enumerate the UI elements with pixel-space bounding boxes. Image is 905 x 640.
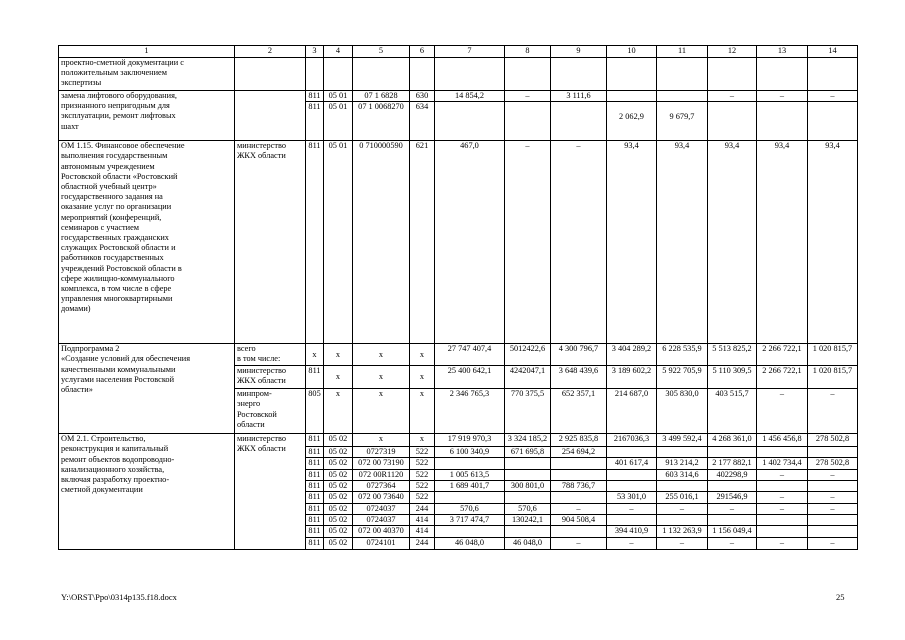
col-header: 6 <box>410 46 435 58</box>
cell: – <box>757 492 808 504</box>
cell: 305 830,0 <box>657 389 708 434</box>
cell: 14 854,2 <box>435 91 505 102</box>
cell: 53 301,0 <box>607 492 657 504</box>
cell: 2 925 835,8 <box>551 434 607 447</box>
cell: 414 <box>410 526 435 538</box>
cell: – <box>657 504 708 515</box>
cell: 1 020 815,7 <box>808 366 858 389</box>
cell: – <box>708 91 757 102</box>
cell: 05 02 <box>324 492 353 504</box>
cell: х <box>353 366 410 389</box>
cell: – <box>757 389 808 434</box>
cell: 3 717 474,7 <box>435 515 505 526</box>
col-header: 8 <box>505 46 551 58</box>
cell: – <box>757 538 808 550</box>
table-row <box>59 434 858 447</box>
cell: 05 01 <box>324 102 353 141</box>
cell: – <box>657 538 708 550</box>
cell: 130242,1 <box>505 515 551 526</box>
cell: 072 00 40370 <box>353 526 410 538</box>
cell: 805 <box>306 389 324 434</box>
cell: х <box>410 434 435 447</box>
cell: 811 <box>306 434 324 447</box>
cell: – <box>757 504 808 515</box>
cell: – <box>607 504 657 515</box>
cell: 5 513 825,2 <box>708 344 757 366</box>
cell: 3 648 439,6 <box>551 366 607 389</box>
cell: – <box>505 91 551 102</box>
cell: 2 346 765,3 <box>435 389 505 434</box>
cell: 634 <box>410 102 435 141</box>
cell: 278 502,8 <box>808 434 858 447</box>
cell: х <box>324 344 353 366</box>
cell: 5012422,6 <box>505 344 551 366</box>
col-header: 1 <box>59 46 235 58</box>
cell: х <box>410 389 435 434</box>
cell: 811 <box>306 469 324 480</box>
cell: 072 00R1120 <box>353 469 410 480</box>
cell: – <box>708 504 757 515</box>
cell: 603 314,6 <box>657 469 708 480</box>
cell: 05 01 <box>324 141 353 344</box>
cell: 0724101 <box>353 538 410 550</box>
cell: 300 801,0 <box>505 480 551 491</box>
cell: 811 <box>306 538 324 550</box>
cell: х <box>353 434 410 447</box>
cell: 811 <box>306 526 324 538</box>
row-description: ОМ 2.1. Строительство, реконструкция и капитальный ремонт объектов водопроводно- канализационного хозяйства, включая разработку проектно- сметной документации <box>59 434 235 550</box>
cell: 3 111,6 <box>551 91 607 102</box>
cell: – <box>551 504 607 515</box>
responsible-executor: минпром- энерго Ростовской области <box>235 389 306 434</box>
row-description: замена лифтового оборудования, признанного непригодным для эксплуатации, ремонт лифтовых шахт <box>59 91 235 141</box>
cell: 05 02 <box>324 538 353 550</box>
cell: 17 919 970,3 <box>435 434 505 447</box>
cell: 05 02 <box>324 515 353 526</box>
cell: 05 01 <box>324 91 353 102</box>
program-table <box>58 45 858 550</box>
cell: – <box>757 91 808 102</box>
col-header: 13 <box>757 46 808 58</box>
cell: 811 <box>306 447 324 458</box>
col-header: 7 <box>435 46 505 58</box>
cell: 0727319 <box>353 447 410 458</box>
cell: 522 <box>410 480 435 491</box>
col-header: 4 <box>324 46 353 58</box>
col-header: 9 <box>551 46 607 58</box>
cell: – <box>808 538 858 550</box>
cell: 0724037 <box>353 504 410 515</box>
cell: 2 266 722,1 <box>757 366 808 389</box>
cell: 403 515,7 <box>708 389 757 434</box>
cell: 93,4 <box>757 141 808 344</box>
cell: 05 02 <box>324 469 353 480</box>
cell: 072 00 73190 <box>353 458 410 469</box>
cell: 2 062,9 <box>607 102 657 141</box>
cell: 93,4 <box>708 141 757 344</box>
cell: – <box>551 141 607 344</box>
cell: 522 <box>410 447 435 458</box>
cell: 811 <box>306 504 324 515</box>
cell: 1 020 815,7 <box>808 344 858 366</box>
cell: – <box>808 91 858 102</box>
cell: – <box>505 141 551 344</box>
cell: 811 <box>306 515 324 526</box>
cell: 1 456 456,8 <box>757 434 808 447</box>
cell: 671 695,8 <box>505 447 551 458</box>
cell: 652 357,1 <box>551 389 607 434</box>
row-description: ОМ 1.15. Финансовое обеспечение выполнения государственным автономным учреждением Ростовской области «Ростовский областной учебный центр» государственного задания на оказание услуг по организации мероприятий (конференций, семинаров с участием государственных гражданских служащих Ростовской области и работников государственных учреждений Ростовской области в сфере жилищно-коммунального комплекса, в том числе в сфере управления многоквартирными домами) <box>59 141 235 344</box>
cell: 3 324 185,2 <box>505 434 551 447</box>
cell: 25 400 642,1 <box>435 366 505 389</box>
responsible-executor: министерство ЖКХ области <box>235 434 306 550</box>
col-header: 11 <box>657 46 708 58</box>
cell: 4 300 796,7 <box>551 344 607 366</box>
cell: 811 <box>306 141 324 344</box>
cell: 0727364 <box>353 480 410 491</box>
cell: х <box>353 389 410 434</box>
cell: – <box>808 389 858 434</box>
col-header: 5 <box>353 46 410 58</box>
col-header: 14 <box>808 46 858 58</box>
cell: 46 048,0 <box>505 538 551 550</box>
cell: 811 <box>306 366 324 389</box>
cell: 05 02 <box>324 434 353 447</box>
cell: 0724037 <box>353 515 410 526</box>
responsible-executor: всего в том числе: <box>235 344 306 366</box>
document-path: Y:\ORST\Ppo\0314p135.f18.docx <box>61 592 177 602</box>
cell: х <box>324 366 353 389</box>
cell: 2 177 882,1 <box>708 458 757 469</box>
cell: 6 228 535,9 <box>657 344 708 366</box>
cell: 394 410,9 <box>607 526 657 538</box>
cell: 05 02 <box>324 526 353 538</box>
cell: – <box>808 469 858 480</box>
cell: 0 710000590 <box>353 141 410 344</box>
cell: 1 005 613,5 <box>435 469 505 480</box>
table-row <box>59 91 858 102</box>
responsible-executor: министерство ЖКХ области <box>235 366 306 389</box>
cell: 05 02 <box>324 458 353 469</box>
cell: – <box>808 492 858 504</box>
cell: – <box>808 504 858 515</box>
cell: – <box>607 538 657 550</box>
cell: 05 02 <box>324 480 353 491</box>
cell: 5 110 309,5 <box>708 366 757 389</box>
cell: 1 402 734,4 <box>757 458 808 469</box>
cell: 3 404 289,2 <box>607 344 657 366</box>
cell: 811 <box>306 492 324 504</box>
cell: 07 1 0068270 <box>353 102 410 141</box>
col-header: 3 <box>306 46 324 58</box>
cell: – <box>708 538 757 550</box>
cell: 788 736,7 <box>551 480 607 491</box>
col-header: 12 <box>708 46 757 58</box>
cell: 072 00 73640 <box>353 492 410 504</box>
cell: 630 <box>410 91 435 102</box>
cell: 3 189 602,2 <box>607 366 657 389</box>
cell: 570,6 <box>505 504 551 515</box>
cell: 255 016,1 <box>657 492 708 504</box>
cell: 214 687,0 <box>607 389 657 434</box>
responsible-executor: министерство ЖКХ области <box>235 141 306 344</box>
cell: 621 <box>410 141 435 344</box>
cell: х <box>306 344 324 366</box>
cell: 46 048,0 <box>435 538 505 550</box>
cell: 4242047,1 <box>505 366 551 389</box>
cell: 291546,9 <box>708 492 757 504</box>
cell: 811 <box>306 102 324 141</box>
cell: 244 <box>410 538 435 550</box>
column-number-row <box>59 46 858 58</box>
cell: 05 02 <box>324 447 353 458</box>
cell: 278 502,8 <box>808 458 858 469</box>
cell: х <box>353 344 410 366</box>
cell: 904 508,4 <box>551 515 607 526</box>
cell: 4 268 361,0 <box>708 434 757 447</box>
cell: 93,4 <box>607 141 657 344</box>
cell: 811 <box>306 480 324 491</box>
cell: х <box>410 366 435 389</box>
cell: 93,4 <box>657 141 708 344</box>
cell: 770 375,5 <box>505 389 551 434</box>
cell: 522 <box>410 469 435 480</box>
cell: 1 689 401,7 <box>435 480 505 491</box>
cell: 6 100 340,9 <box>435 447 505 458</box>
cell: 1 156 049,4 <box>708 526 757 538</box>
page-number: 25 <box>836 592 845 602</box>
cell: 414 <box>410 515 435 526</box>
cell: 05 02 <box>324 504 353 515</box>
cell: 811 <box>306 458 324 469</box>
table-row <box>59 344 858 366</box>
cell: 522 <box>410 492 435 504</box>
cell: 570,6 <box>435 504 505 515</box>
cell: 93,4 <box>808 141 858 344</box>
cell: 2 266 722,1 <box>757 344 808 366</box>
cell: 07 1 6828 <box>353 91 410 102</box>
cell: 254 694,2 <box>551 447 607 458</box>
col-header: 10 <box>607 46 657 58</box>
cell: 467,0 <box>435 141 505 344</box>
cell: 5 922 705,9 <box>657 366 708 389</box>
cell: 402298,9 <box>708 469 757 480</box>
cell: – <box>551 538 607 550</box>
cell: 913 214,2 <box>657 458 708 469</box>
cell: 2167036,3 <box>607 434 657 447</box>
cell: х <box>324 389 353 434</box>
cell: 9 679,7 <box>657 102 708 141</box>
cell: 522 <box>410 458 435 469</box>
cell: 1 132 263,9 <box>657 526 708 538</box>
cell: 27 747 407,4 <box>435 344 505 366</box>
row-description: Подпрограмма 2 «Создание условий для обеспечения качественными коммунальными услугами населения Ростовской области» <box>59 344 235 434</box>
row-description: проектно-сметной документации с положительным заключением экспертизы <box>59 58 235 91</box>
col-header: 2 <box>235 46 306 58</box>
cell: – <box>757 469 808 480</box>
cell: 3 499 592,4 <box>657 434 708 447</box>
table-row <box>59 58 858 91</box>
cell: 401 617,4 <box>607 458 657 469</box>
cell: х <box>410 344 435 366</box>
table-row <box>59 141 858 344</box>
cell: 244 <box>410 504 435 515</box>
cell: 811 <box>306 91 324 102</box>
